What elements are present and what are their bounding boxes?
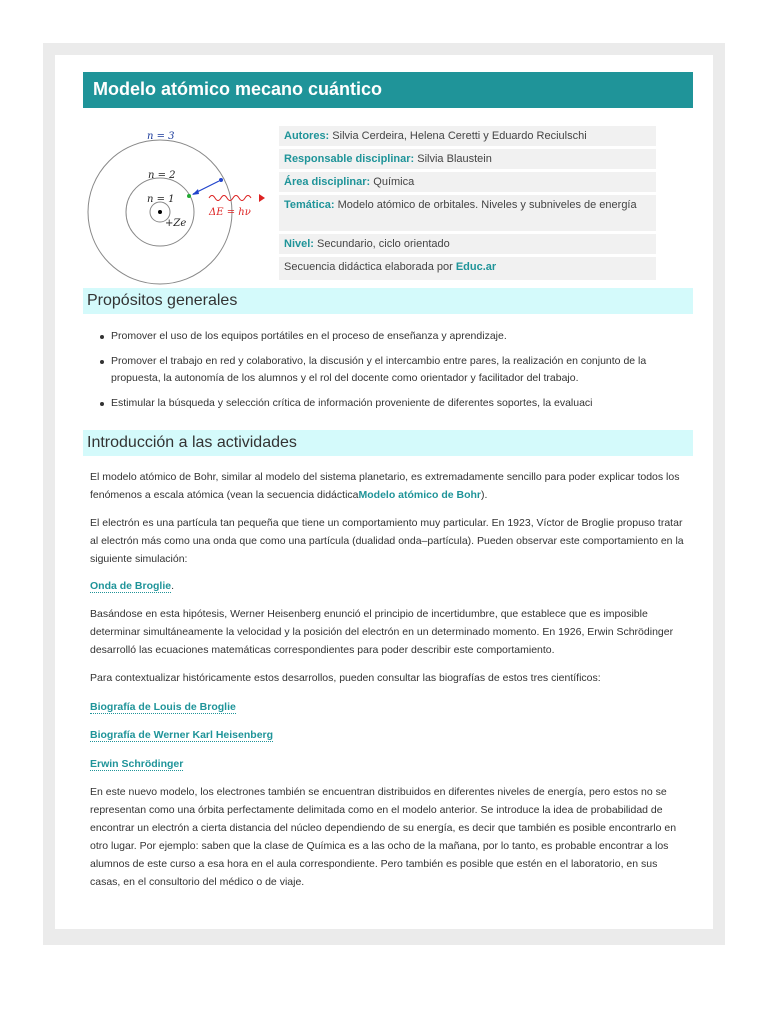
responsable-label: Responsable disciplinar: bbox=[284, 153, 415, 165]
schrodinger-link[interactable]: Erwin Schrödinger bbox=[90, 758, 184, 770]
propositos-heading: Propósitos generales bbox=[83, 288, 693, 314]
area-value: Química bbox=[373, 176, 415, 188]
intro-paragraph-3: Basándose en esta hipótesis, Werner Heisenberg enunció el principio de incertidumbre, que establece que es imposible determinar simultáneamente la velocidad y la posición del electrón en un determinado momento. En 1926, Erwin Schrödinger desarrolló las ecuaciones matemáticas correspondientes para poder describir este comportamiento. bbox=[90, 608, 674, 656]
broglie-bio-line bbox=[90, 698, 690, 716]
p1-end: ). bbox=[481, 489, 488, 501]
intro-heading: Introducción a las actividades bbox=[83, 430, 693, 456]
metadata-table bbox=[279, 126, 656, 283]
broglie-bio-link[interactable]: Biografía de Louis de Broglie bbox=[90, 701, 236, 713]
autores-value: Silvia Cerdeira, Helena Ceretti y Eduardo Reciulschi bbox=[332, 130, 587, 142]
heisenberg-bio-link[interactable]: Biografía de Werner Karl Heisenberg bbox=[90, 729, 274, 741]
intro-paragraph-2: El electrón es una partícula tan pequeña que tiene un comportamiento muy particular. En 1923, Víctor de Broglie propuso tratar al electrón más como una onda que como una partícula (dualidad onda–partícula). Pueden observar este comportamiento en la siguiente simulación: bbox=[90, 517, 684, 565]
page-title: Modelo atómico mecano cuántico bbox=[83, 72, 693, 108]
nivel-value: Secundario, ciclo orientado bbox=[317, 238, 450, 250]
nucleus bbox=[158, 210, 162, 214]
electron-green bbox=[187, 194, 191, 198]
meta-row-secuencia bbox=[279, 257, 656, 283]
secuencia-text: Secuencia didáctica elaborada por bbox=[284, 261, 456, 273]
heisenberg-bio-line bbox=[90, 726, 690, 744]
p1-text: El modelo atómico de Bohr, similar al modelo del sistema planetario, es extremadamente sencillo para poder explicar todos los fenómenos a escala atómica (vean la secuencia didáctica bbox=[90, 471, 680, 501]
modelo-bohr-link[interactable]: Modelo atómico de Bohr bbox=[358, 489, 482, 501]
list-item: Promover el uso de los equipos portátiles en el proceso de enseñanza y aprendizaje. bbox=[100, 328, 680, 345]
meta-row-tematica bbox=[279, 195, 656, 234]
label-energy: ΔE = hν bbox=[209, 207, 251, 218]
area-label: Área disciplinar: bbox=[284, 176, 371, 188]
tematica-value: Modelo atómico de orbitales. Niveles y subniveles de energía bbox=[337, 199, 637, 211]
educar-link[interactable]: Educ.ar bbox=[455, 261, 497, 273]
list-item: Promover el trabajo en red y colaborativo, la discusión y el intercambio entre pares, la realización en conjunto de la propuesta, la autonomía de los alumnos y el rol del docente como orientador y facilitador del trabajo. bbox=[100, 353, 680, 387]
meta-row-area bbox=[279, 172, 656, 195]
label-charge: +Ze bbox=[165, 218, 187, 229]
tematica-label: Temática: bbox=[284, 199, 335, 211]
onda-broglie-link[interactable]: Onda de Broglie bbox=[90, 580, 172, 592]
meta-row-autores bbox=[279, 126, 656, 149]
schrodinger-line bbox=[90, 755, 690, 773]
nivel-label: Nivel: bbox=[284, 238, 314, 250]
label-n3: n = 3 bbox=[147, 131, 175, 142]
label-n2: n = 2 bbox=[148, 170, 176, 181]
meta-row-nivel bbox=[279, 234, 656, 257]
electron-blue bbox=[219, 178, 223, 182]
propositos-list bbox=[100, 328, 680, 420]
label-n1: n = 1 bbox=[147, 194, 175, 205]
intro-paragraph-4: Para contextualizar históricamente estos desarrollos, pueden consultar las biografías de estos tres científicos: bbox=[90, 672, 601, 684]
bohr-model-figure bbox=[87, 126, 277, 286]
onda-end: . bbox=[171, 580, 175, 592]
onda-broglie-line bbox=[90, 577, 690, 595]
list-item: Estimular la búsqueda y selección crítica de información proveniente de diferentes soportes, la evaluaci bbox=[100, 395, 680, 412]
autores-label: Autores: bbox=[284, 130, 330, 142]
intro-paragraph-1 bbox=[90, 468, 690, 504]
intro-paragraph-5: En este nuevo modelo, los electrones también se encuentran distribuidos en diferentes niveles de energía, pero estos no se representan como una órbita perfectamente delimitada como en el modelo anterior. Se introduce la idea de probabilidad de encontrar un electrón a cierta distancia del núcleo dependiendo de su energía, es decir que también es posible encontrarlo en otro lugar. Por ejemplo: saben que la clase de Química es a las ocho de la mañana, por lo tanto, es probable encontrar a los alumnos de este curso a esa hora en el aula correspondiente. Pero también es posible que estén en el laboratorio, en sus casas, en el consultorio del médico o de viaje. bbox=[90, 786, 677, 888]
responsable-value: Silvia Blaustein bbox=[417, 153, 492, 165]
meta-row-responsable bbox=[279, 149, 656, 172]
